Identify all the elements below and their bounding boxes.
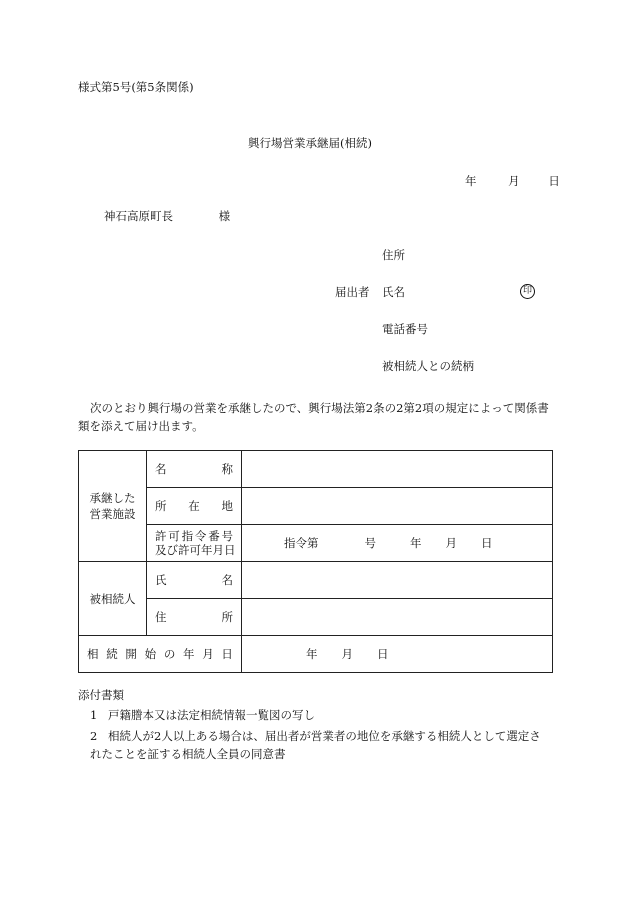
relationship-label: 被相続人との続柄 — [382, 359, 474, 373]
body-text — [78, 399, 553, 435]
body-text-content: 次のとおり興行場の営業を承継したので、興行場法第2条の2第2項の規定によって関係書類を添えて届け出ます。 — [78, 401, 549, 433]
addressee-honorific: 様 — [218, 209, 231, 223]
label-char: 日 — [221, 647, 233, 661]
label-char: 開 — [125, 647, 137, 661]
decedent-name-label — [147, 562, 242, 599]
table-row — [79, 525, 553, 562]
label-char: 可 — [168, 529, 180, 543]
start-day: 日 — [377, 647, 389, 661]
label-char: 許 — [178, 543, 190, 557]
label-char: 許 — [155, 529, 167, 543]
facility-name-label — [147, 451, 242, 488]
label-char: 日 — [224, 543, 236, 557]
label-char: び — [166, 543, 178, 557]
label-char: 名 — [221, 573, 233, 587]
license-label — [147, 525, 242, 562]
succession-table — [78, 450, 553, 673]
label-char: 可 — [189, 543, 201, 557]
seal-mark: 印 — [520, 284, 535, 299]
facility-name-value[interactable] — [242, 451, 553, 488]
label-char: 氏 — [155, 573, 167, 587]
document-title: 興行場営業承継届(相続) — [248, 136, 372, 150]
decedent-address-value[interactable] — [242, 599, 553, 636]
label-char: 所 — [221, 610, 233, 624]
attachment-text: 戸籍謄本又は法定相続情報一覧図の写し — [108, 708, 315, 722]
label-char: 月 — [202, 647, 214, 661]
inheritance-start-value[interactable] — [242, 636, 553, 673]
addressee — [104, 210, 230, 224]
date-year: 年 — [465, 174, 477, 188]
label-char: 名 — [155, 462, 167, 476]
label-char: 所 — [155, 499, 167, 513]
facility-location-value[interactable] — [242, 488, 553, 525]
attachment-number: 1 — [90, 708, 98, 722]
label-char: 令 — [194, 529, 207, 543]
label-char: 及 — [155, 543, 167, 557]
label-char: 相 — [87, 647, 99, 661]
date-month: 月 — [508, 174, 520, 188]
license-day: 日 — [481, 536, 493, 550]
attachment-item — [90, 709, 315, 723]
label-char: 住 — [155, 610, 167, 624]
license-number-suffix: 号 — [364, 536, 376, 550]
label-char: 年 — [201, 543, 213, 557]
label-char: 続 — [106, 647, 118, 661]
label-char: 番 — [208, 529, 220, 543]
addressee-name: 神石高原町長 — [104, 209, 173, 223]
license-prefix: 指令第 — [284, 536, 319, 550]
phone-label: 電話番号 — [382, 322, 428, 336]
label-char: 地 — [221, 499, 233, 513]
start-year: 年 — [306, 647, 318, 661]
decedent-group-cell — [79, 562, 147, 636]
attachment-item — [90, 727, 552, 763]
table-row — [79, 636, 553, 673]
label-char: 始 — [144, 647, 157, 661]
decedent-address-label — [147, 599, 242, 636]
date-line — [465, 175, 560, 189]
table-row — [79, 562, 553, 599]
facility-group-line1: 承継した — [89, 491, 136, 505]
start-month: 月 — [341, 647, 353, 661]
table-row — [79, 451, 553, 488]
attachment-number: 2 — [90, 729, 98, 743]
license-year: 年 — [410, 536, 422, 550]
license-month: 月 — [445, 536, 457, 550]
decedent-name-value[interactable] — [242, 562, 553, 599]
label-char: 月 — [212, 543, 224, 557]
license-value[interactable] — [242, 525, 553, 562]
name-label: 氏名 — [382, 285, 405, 299]
table-row — [79, 599, 553, 636]
form-number: 様式第5号(第5条関係) — [78, 80, 194, 94]
attachment-text: 相続人が2人以上ある場合は、届出者が営業者の地位を承継する相続人として選定されたことを証する相続人全員の同意書 — [90, 729, 541, 761]
label-char: の — [163, 647, 176, 661]
label-char: 指 — [181, 529, 194, 543]
decedent-group-label: 被相続人 — [89, 591, 136, 606]
label-char: 称 — [221, 462, 233, 476]
facility-group-cell — [79, 451, 147, 562]
label-char: 号 — [221, 529, 233, 543]
address-label: 住所 — [382, 248, 405, 262]
attachments-heading: 添付書類 — [78, 688, 124, 702]
facility-location-label — [147, 488, 242, 525]
applicant-label: 届出者 — [335, 285, 370, 299]
date-day: 日 — [548, 174, 560, 188]
label-char: 年 — [183, 647, 195, 661]
inheritance-start-label — [79, 636, 242, 673]
label-char: 在 — [188, 499, 200, 513]
facility-group-line2: 営業施設 — [89, 507, 136, 521]
table-row — [79, 488, 553, 525]
